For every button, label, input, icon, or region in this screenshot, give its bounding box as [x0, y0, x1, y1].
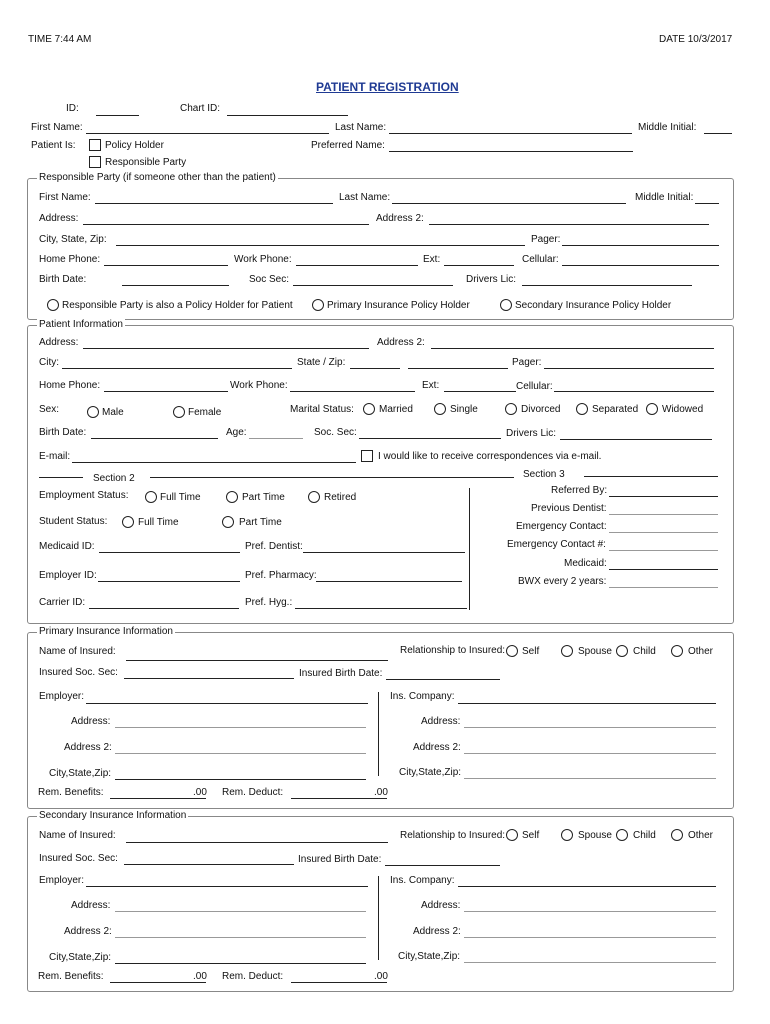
pt-cellular-label: Cellular: — [516, 381, 553, 392]
chart-id-label: Chart ID: — [180, 103, 221, 114]
sec-rem-deduct-field[interactable] — [291, 982, 387, 983]
rp-drivers-lic-label: Drivers Lic: — [466, 274, 517, 285]
pt-medicaid-label: Medicaid: — [564, 558, 607, 569]
pt-pref-pharmacy-label: Pref. Pharmacy: — [245, 570, 317, 581]
sec-emp-address2-label: Address 2: — [64, 926, 112, 937]
rp-opt2-label: Primary Insurance Policy Holder — [327, 300, 470, 311]
pri-child-radio[interactable] — [616, 645, 628, 657]
pt-carrier-id-field[interactable] — [89, 608, 239, 609]
pt-referred-by-field[interactable] — [609, 496, 718, 497]
pt-stu-full-time-label: Full Time — [138, 517, 179, 528]
sec-other-radio[interactable] — [671, 829, 683, 841]
pri-spouse-label: Spouse — [578, 646, 612, 657]
pri-ins-city-field[interactable] — [464, 778, 716, 779]
pri-ins-address-label: Address: — [421, 716, 461, 727]
sec-rem-benefits-value: .00 — [193, 971, 207, 982]
sec-child-label: Child — [633, 830, 656, 841]
pt-address2-field[interactable] — [431, 348, 714, 349]
pri-ins-city-label: City,State,Zip: — [399, 767, 462, 778]
pt-employer-id-field[interactable] — [98, 581, 240, 582]
pri-child-label: Child — [633, 646, 656, 657]
pri-rem-benefits-field[interactable] — [110, 798, 206, 799]
pri-birth-date-field[interactable] — [386, 679, 500, 680]
pt-city-label: City: — [39, 357, 59, 368]
pri-rem-deduct-value: .00 — [374, 787, 388, 798]
pt-emp-retired-label: Retired — [324, 492, 357, 503]
policy-holder-checkbox[interactable] — [89, 139, 101, 151]
pri-emp-address2-field[interactable] — [115, 753, 366, 754]
pri-self-radio[interactable] — [506, 645, 518, 657]
pt-address-label: Address: — [39, 337, 79, 348]
sec-name-insured-label: Name of Insured: — [39, 830, 116, 841]
rp-soc-sec-field[interactable] — [293, 285, 453, 286]
pri-divider — [378, 692, 379, 776]
sec-birth-date-label: Insured Birth Date: — [298, 854, 382, 865]
rp-first-name-field[interactable] — [95, 203, 333, 204]
sec-rem-deduct-value: .00 — [374, 971, 388, 982]
pri-rem-benefits-value: .00 — [193, 787, 207, 798]
pt-employer-id-label: Employer ID: — [39, 570, 97, 581]
rp-ext-field[interactable] — [444, 265, 514, 266]
rp-ext-label: Ext: — [423, 254, 441, 265]
sec-ins-company-label: Ins. Company: — [390, 875, 455, 886]
pt-ext-field[interactable] — [444, 391, 516, 392]
pri-self-label: Self — [522, 646, 540, 657]
secondary-insurance-legend: Secondary Insurance Information — [39, 810, 187, 821]
pt-zip-field[interactable] — [408, 368, 508, 369]
pt-cellular-field[interactable] — [554, 391, 714, 392]
rp-city-state-zip-field[interactable] — [116, 245, 525, 246]
pri-other-radio[interactable] — [671, 645, 683, 657]
pt-state-field[interactable] — [350, 368, 400, 369]
pt-married-radio[interactable] — [363, 403, 375, 415]
sec-ins-address-field[interactable] — [464, 911, 716, 912]
pt-separated-label: Separated — [592, 404, 639, 415]
pt-age-field[interactable] — [249, 438, 303, 439]
rp-home-phone-label: Home Phone: — [39, 254, 101, 265]
section-divider — [469, 488, 470, 610]
pri-emp-city-field[interactable] — [115, 779, 366, 780]
sec-other-label: Other — [688, 830, 714, 841]
pt-pref-dentist-field[interactable] — [303, 552, 465, 553]
pt-divorced-label: Divorced — [521, 404, 561, 415]
pt-stu-full-time-radio[interactable] — [122, 516, 134, 528]
sec-ins-address2-field[interactable] — [464, 937, 716, 938]
sec-self-label: Self — [522, 830, 540, 841]
sec-ins-city-label: City,State,Zip: — [398, 951, 461, 962]
pt-work-phone-label: Work Phone: — [230, 380, 288, 391]
pt-address2-label: Address 2: — [377, 337, 425, 348]
id-field[interactable] — [96, 115, 139, 116]
pt-previous-dentist-field[interactable] — [609, 514, 718, 515]
pri-other-label: Other — [688, 646, 714, 657]
pt-emp-retired-radio[interactable] — [308, 491, 320, 503]
pri-emp-address2-label: Address 2: — [64, 742, 112, 753]
pt-medicaid-field[interactable] — [609, 569, 718, 570]
rp-birth-date-field[interactable] — [122, 285, 229, 286]
primary-insurance-section — [27, 632, 734, 809]
sec-spouse-label: Spouse — [578, 830, 612, 841]
pt-drivers-lic-field[interactable] — [560, 439, 712, 440]
patient-is-label: Patient Is: — [31, 140, 76, 151]
pt-work-phone-field[interactable] — [290, 391, 415, 392]
rp-drivers-lic-field[interactable] — [522, 285, 692, 286]
pt-ext-label: Ext: — [422, 380, 440, 391]
pt-male-label: Male — [102, 407, 124, 418]
pt-widowed-label: Widowed — [662, 404, 704, 415]
pt-bwx-field[interactable] — [609, 587, 718, 588]
sec-ins-city-field[interactable] — [464, 962, 716, 963]
sec-emp-city-field[interactable] — [115, 963, 366, 964]
pt-employment-status-label: Employment Status: — [39, 490, 129, 501]
first-name-field[interactable] — [86, 133, 329, 134]
time-stamp: TIME 7:44 AM — [28, 34, 92, 45]
primary-insurance-legend: Primary Insurance Information — [39, 626, 173, 637]
pri-employer-label: Employer: — [39, 691, 85, 702]
rp-last-name-label: Last Name: — [339, 192, 391, 203]
pri-ins-company-label: Ins. Company: — [390, 691, 455, 702]
rp-work-phone-field[interactable] — [296, 265, 418, 266]
rp-policy-holder-radio[interactable] — [47, 299, 59, 311]
sec-rem-benefits-label: Rem. Benefits: — [38, 971, 104, 982]
section3-rule — [584, 476, 718, 477]
pri-spouse-radio[interactable] — [561, 645, 573, 657]
rp-pager-label: Pager: — [531, 234, 561, 245]
pt-soc-sec-field[interactable] — [359, 438, 501, 439]
pri-rem-deduct-label: Rem. Deduct: — [222, 787, 284, 798]
rp-opt1-label: Responsible Party is also a Policy Holder for Patient — [62, 300, 293, 311]
pt-sex-label: Sex: — [39, 404, 60, 415]
sec-emp-address-field[interactable] — [115, 911, 366, 912]
middle-initial-label: Middle Initial: — [638, 122, 697, 133]
section2-rule-left — [39, 477, 83, 478]
rp-address2-label: Address 2: — [376, 213, 424, 224]
sec-employer-field[interactable] — [86, 886, 368, 887]
pri-ins-address2-label: Address 2: — [413, 742, 461, 753]
pri-ins-company-field[interactable] — [458, 703, 716, 704]
pt-stu-part-time-radio[interactable] — [222, 516, 234, 528]
sec-ins-address2-label: Address 2: — [413, 926, 461, 937]
pri-ins-address-field[interactable] — [464, 727, 716, 728]
sec-name-insured-field[interactable] — [126, 842, 388, 843]
rp-primary-holder-radio[interactable] — [312, 299, 324, 311]
pri-employer-field[interactable] — [86, 703, 368, 704]
pt-separated-radio[interactable] — [576, 403, 588, 415]
pt-home-phone-label: Home Phone: — [39, 380, 101, 391]
rp-soc-sec-label: Soc Sec: — [249, 274, 290, 285]
rp-work-phone-label: Work Phone: — [234, 254, 292, 265]
pt-male-radio[interactable] — [87, 406, 99, 418]
sec-employer-label: Employer: — [39, 875, 85, 886]
pt-female-label: Female — [188, 407, 222, 418]
rp-last-name-field[interactable] — [392, 203, 626, 204]
pt-birth-date-field[interactable] — [91, 438, 218, 439]
pt-medicaid-id-field[interactable] — [99, 552, 240, 553]
pt-emergency-contact-num-label: Emergency Contact #: — [507, 539, 606, 550]
pt-state-zip-label: State / Zip: — [297, 357, 346, 368]
pt-soc-sec-label: Soc. Sec: — [314, 427, 357, 438]
rp-cellular-field[interactable] — [562, 265, 719, 266]
pt-pref-hyg-label: Pref. Hyg.: — [245, 597, 293, 608]
pt-pager-field[interactable] — [544, 368, 714, 369]
pt-city-field[interactable] — [62, 368, 292, 369]
last-name-label: Last Name: — [335, 122, 387, 133]
pt-emergency-contact-field[interactable] — [609, 532, 718, 533]
sec-rem-deduct-label: Rem. Deduct: — [222, 971, 284, 982]
pt-marital-status-label: Marital Status: — [290, 404, 354, 415]
patient-info-legend: Patient Information — [39, 319, 123, 330]
pt-divorced-radio[interactable] — [505, 403, 517, 415]
pt-emp-part-time-label: Part Time — [242, 492, 285, 503]
pt-single-label: Single — [450, 404, 478, 415]
pt-pref-dentist-label: Pref. Dentist: — [245, 541, 303, 552]
pri-rem-deduct-field[interactable] — [291, 798, 387, 799]
pt-emp-full-time-radio[interactable] — [145, 491, 157, 503]
pt-email-opt-label: I would like to receive correspondences via e-mail. — [378, 451, 602, 462]
rp-cellular-label: Cellular: — [522, 254, 559, 265]
pri-ins-address2-field[interactable] — [464, 753, 716, 754]
pt-student-status-label: Student Status: — [39, 516, 108, 527]
rp-secondary-holder-radio[interactable] — [500, 299, 512, 311]
sec-soc-sec-label: Insured Soc. Sec: — [39, 853, 118, 864]
sec-emp-address2-field[interactable] — [115, 937, 366, 938]
pt-pager-label: Pager: — [512, 357, 542, 368]
responsible-party-label: Responsible Party — [105, 157, 187, 168]
pri-emp-address-label: Address: — [71, 716, 111, 727]
sec-rem-benefits-field[interactable] — [110, 982, 206, 983]
sec-birth-date-field[interactable] — [385, 865, 500, 866]
rp-address-field[interactable] — [83, 224, 369, 225]
chart-id-field[interactable] — [227, 115, 348, 116]
first-name-label: First Name: — [31, 122, 83, 133]
section2-heading: Section 2 — [93, 473, 135, 484]
pt-pref-hyg-field[interactable] — [295, 608, 467, 609]
last-name-field[interactable] — [389, 133, 632, 134]
pt-married-label: Married — [379, 404, 413, 415]
pt-drivers-lic-label: Drivers Lic: — [506, 428, 557, 439]
date-stamp: DATE 10/3/2017 — [659, 34, 733, 45]
pt-widowed-radio[interactable] — [646, 403, 658, 415]
rp-middle-initial-field[interactable] — [695, 203, 719, 204]
middle-initial-field[interactable] — [704, 133, 732, 134]
sec-spouse-radio[interactable] — [561, 829, 573, 841]
pt-referred-by-label: Referred By: — [551, 485, 608, 496]
pri-relationship-label: Relationship to Insured: — [400, 645, 506, 656]
pt-emergency-contact-num-field[interactable] — [609, 550, 718, 551]
responsible-party-checkbox[interactable] — [89, 156, 101, 168]
section2-rule-right — [150, 477, 514, 478]
pri-emp-address-field[interactable] — [115, 727, 366, 728]
section3-heading: Section 3 — [523, 469, 565, 480]
pt-home-phone-field[interactable] — [104, 391, 228, 392]
pt-medicaid-id-label: Medicaid ID: — [39, 541, 95, 552]
pri-soc-sec-field[interactable] — [124, 678, 294, 679]
pt-carrier-id-label: Carrier ID: — [39, 597, 86, 608]
sec-divider — [378, 876, 379, 960]
policy-holder-label: Policy Holder — [105, 140, 164, 151]
sec-soc-sec-field[interactable] — [124, 864, 294, 865]
pri-rem-benefits-label: Rem. Benefits: — [38, 787, 104, 798]
sec-relationship-label: Relationship to Insured: — [400, 830, 506, 841]
pt-previous-dentist-label: Previous Dentist: — [531, 503, 607, 514]
sec-emp-city-label: City,State,Zip: — [49, 952, 112, 963]
rp-address-label: Address: — [39, 213, 79, 224]
pt-address-field[interactable] — [83, 348, 369, 349]
pri-soc-sec-label: Insured Soc. Sec: — [39, 667, 118, 678]
rp-opt3-label: Secondary Insurance Policy Holder — [515, 300, 672, 311]
pri-birth-date-label: Insured Birth Date: — [299, 668, 383, 679]
rp-city-state-zip-label: City, State, Zip: — [39, 234, 107, 245]
rp-home-phone-field[interactable] — [104, 265, 228, 266]
pt-emp-part-time-radio[interactable] — [226, 491, 238, 503]
pt-stu-part-time-label: Part Time — [239, 517, 282, 528]
id-label: ID: — [66, 103, 79, 114]
pt-age-label: Age: — [226, 427, 247, 438]
pt-emp-full-time-label: Full Time — [160, 492, 201, 503]
rp-address2-field[interactable] — [429, 224, 709, 225]
rp-first-name-label: First Name: — [39, 192, 91, 203]
rp-middle-initial-label: Middle Initial: — [635, 192, 694, 203]
pt-pref-pharmacy-field[interactable] — [316, 581, 462, 582]
pt-single-radio[interactable] — [434, 403, 446, 415]
sec-child-radio[interactable] — [616, 829, 628, 841]
pri-name-insured-label: Name of Insured: — [39, 646, 116, 657]
page-title: PATIENT REGISTRATION — [316, 80, 459, 94]
sec-emp-address-label: Address: — [71, 900, 111, 911]
rp-birth-date-label: Birth Date: — [39, 274, 87, 285]
rp-pager-field[interactable] — [562, 245, 719, 246]
pt-email-label: E-mail: — [39, 451, 71, 462]
preferred-name-field[interactable] — [389, 151, 633, 152]
pt-email-field[interactable] — [72, 462, 356, 463]
responsible-party-legend: Responsible Party (if someone other than the patient) — [39, 172, 276, 183]
pt-female-radio[interactable] — [173, 406, 185, 418]
sec-ins-company-field[interactable] — [458, 886, 716, 887]
preferred-name-label: Preferred Name: — [311, 140, 385, 151]
sec-ins-address-label: Address: — [421, 900, 461, 911]
pt-bwx-label: BWX every 2 years: — [518, 576, 607, 587]
pri-name-insured-field[interactable] — [126, 660, 388, 661]
pt-birth-date-label: Birth Date: — [39, 427, 87, 438]
pt-email-opt-checkbox[interactable] — [361, 450, 373, 462]
sec-self-radio[interactable] — [506, 829, 518, 841]
pt-emergency-contact-label: Emergency Contact: — [516, 521, 607, 532]
pri-emp-city-label: City,State,Zip: — [49, 768, 112, 779]
